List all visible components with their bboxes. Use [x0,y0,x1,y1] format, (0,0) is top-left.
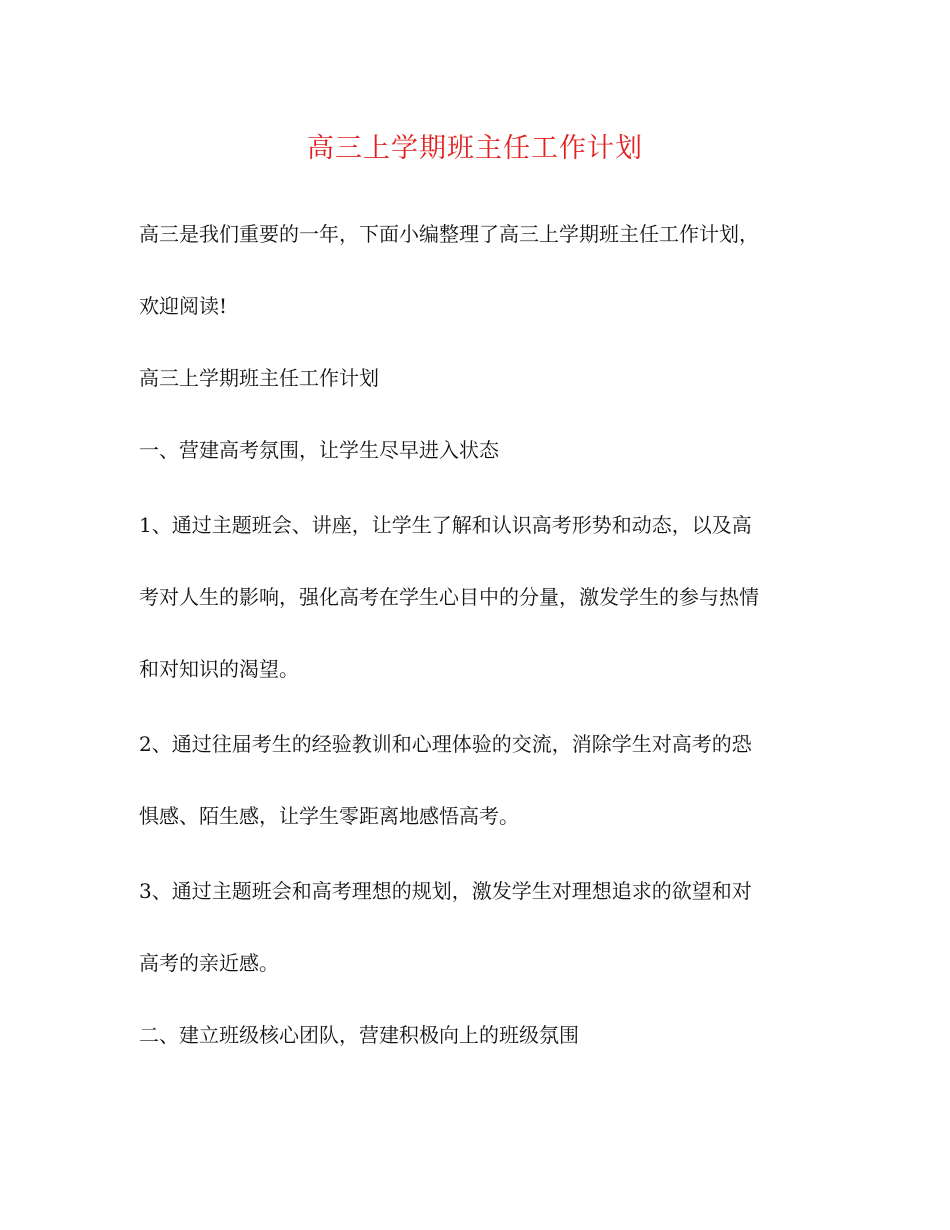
paragraph-line: 高考的亲近感。 [139,951,279,975]
paragraph-line: 和对知识的渴望。 [139,657,299,681]
paragraph-line: 欢迎阅读! [139,294,228,318]
paragraph-line: 2、通过往届考生的经验教训和心理体验的交流，消除学生对高考的恐 [139,732,752,756]
paragraph-line: 惧感、陌生感，让学生零距离地感悟高考。 [139,804,519,828]
section-heading: 一、营建高考氛围，让学生尽早进入状态 [139,438,499,462]
paragraph-line: 考对人生的影响，强化高考在学生心目中的分量，激发学生的参与热情 [139,585,759,609]
paragraph-line: 1、通过主题班会、讲座，让学生了解和认识高考形势和动态，以及高 [139,513,752,537]
section-heading: 二、建立班级核心团队，营建积极向上的班级氛围 [139,1023,579,1047]
paragraph-line: 高三是我们重要的一年，下面小编整理了高三上学期班主任工作计划， [139,222,759,246]
document-title: 高三上学期班主任工作计划 [307,133,643,164]
paragraph-line: 3、通过主题班会和高考理想的规划，激发学生对理想追求的欲望和对 [139,879,752,903]
section-heading: 高三上学期班主任工作计划 [139,366,379,390]
